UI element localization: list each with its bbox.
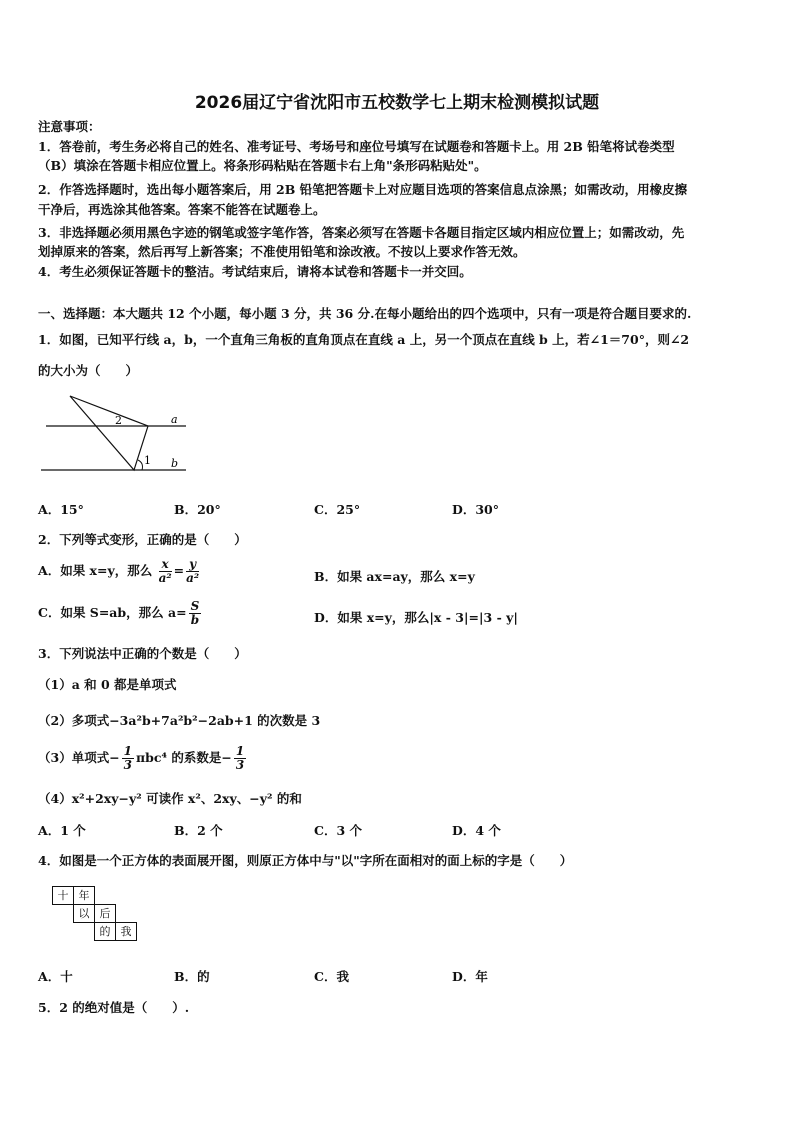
denominator: 3 (235, 758, 245, 772)
section-heading: 一、选择题：本大题共 12 个小题，每小题 3 分，共 36 分.在每小题给出的四个选项中，只有一项是符合题目要求的. (38, 306, 692, 321)
line-a-label: a (171, 413, 178, 426)
cube-face: 十 (52, 886, 74, 905)
q4-option-c: C．我 (314, 969, 349, 984)
cube-face: 的 (94, 922, 116, 941)
question-1-stem-cont: 的大小为（ ） (38, 363, 139, 378)
q3-statement-2: （2）多项式−3a²b+7a²b²−2ab+1 的次数是 3 (38, 713, 321, 728)
q1-option-d: D．30° (452, 502, 499, 517)
notice-line: 1．答卷前，考生务必将自己的姓名、准考证号、考场号和座位号填写在试题卷和答题卡上。用 2B 铅笔将试卷类型 (38, 139, 675, 154)
q2-option-d: D．如果 x=y，那么|x - 3|=|3 - y| (314, 610, 518, 625)
q3-option-a: A．1 个 (38, 823, 86, 838)
q3-statement-1: （1）a 和 0 都是单项式 (38, 677, 177, 692)
page-title: 2026届辽宁省沈阳市五校数学七上期末检测模拟试题 (194, 93, 600, 113)
notice-line: 4．考生必须保证答题卡的整洁。考试结束后，请将本试卷和答题卡一并交回。 (38, 264, 472, 279)
q2-option-a (38, 558, 201, 585)
q4-option-d: D．年 (452, 969, 488, 984)
notice-line: （B）填涂在答题卡相应位置上。将条形码粘贴在答题卡右上角"条形码粘贴处"。 (38, 158, 487, 173)
denominator: a² (186, 571, 200, 585)
fraction (122, 745, 134, 772)
numerator: y (186, 558, 199, 572)
q3-option-d: D．4 个 (452, 823, 501, 838)
angle-2-label: 2 (115, 414, 122, 427)
fraction (234, 745, 246, 772)
q3-option-c: C．3 个 (314, 823, 362, 838)
cube-face: 后 (94, 904, 116, 923)
denominator: b (190, 613, 200, 627)
question-4-stem: 4．如图是一个正方体的表面展开图，则原正方体中与"以"字所在面相对的面上标的字是（ ） (38, 853, 573, 868)
numerator: S (190, 599, 200, 613)
denominator: 3 (123, 758, 133, 772)
q2-option-c (38, 600, 203, 627)
line-b-label: b (171, 457, 179, 470)
cube-face: 我 (115, 922, 137, 941)
q3-statement-3 (38, 745, 248, 772)
q3-s3-text: πbc⁴ 的系数是− (136, 750, 232, 765)
q3-s3-text: （3）单项式− (38, 750, 120, 765)
q4-option-a: A．十 (38, 969, 73, 984)
fraction (189, 600, 202, 627)
notice-line: 划掉原来的答案，然后再写上新答案；不准使用铅笔和涂改液。不按以上要求作答无效。 (38, 244, 526, 259)
q2-a-text: A．如果 x=y，那么 (38, 563, 153, 578)
notice-line: 3．非选择题必须用黑色字迹的钢笔或签字笔作答，答案必须写在答题卡各题目指定区域内相应位置上；如需改动，先 (38, 225, 685, 240)
q1-option-b: B．20° (174, 502, 221, 517)
numerator: 1 (123, 744, 133, 758)
question-1-stem: 1．如图，已知平行线 a，b，一个直角三角板的直角顶点在直线 a 上，另一个顶点在直线 b 上，若∠1＝70°，则∠2 (38, 332, 690, 347)
cube-face: 以 (73, 904, 95, 923)
numerator: x (159, 558, 172, 572)
q1-option-a: A．15° (38, 502, 84, 517)
q3-statement-4: （4）x²+2xy−y² 可读作 x²、2xy、−y² 的和 (38, 791, 302, 806)
numerator: 1 (235, 744, 245, 758)
q1-option-c: C．25° (314, 502, 361, 517)
question-2-stem: 2．下列等式变形，正确的是（ ） (38, 532, 247, 547)
q2-c-text: C．如果 S=ab，那么 a= (38, 605, 187, 620)
notice-heading: 注意事项： (38, 119, 101, 134)
q3-option-b: B．2 个 (174, 823, 223, 838)
question-3-stem: 3．下列说法中正确的个数是（ ） (38, 646, 247, 661)
question-5-stem: 5．2 的绝对值是（ ）. (38, 1000, 190, 1015)
cube-face: 年 (73, 886, 95, 905)
parallel-lines-figure (38, 390, 188, 475)
angle-1-label: 1 (144, 454, 151, 467)
q2-option-b: B．如果 ax=ay，那么 x=y (314, 569, 475, 584)
notice-line: 干净后，再选涂其他答案。答案不能答在试题卷上。 (38, 202, 326, 217)
q4-option-b: B．的 (174, 969, 210, 984)
notice-line: 2．作答选择题时，选出每小题答案后，用 2B 铅笔把答题卡上对应题目选项的答案信息点涂黑；如需改动，用橡皮擦 (38, 182, 688, 197)
fraction (186, 558, 199, 585)
denominator: a² (158, 571, 172, 585)
equals-sign: = (173, 563, 185, 578)
fraction (159, 558, 172, 585)
